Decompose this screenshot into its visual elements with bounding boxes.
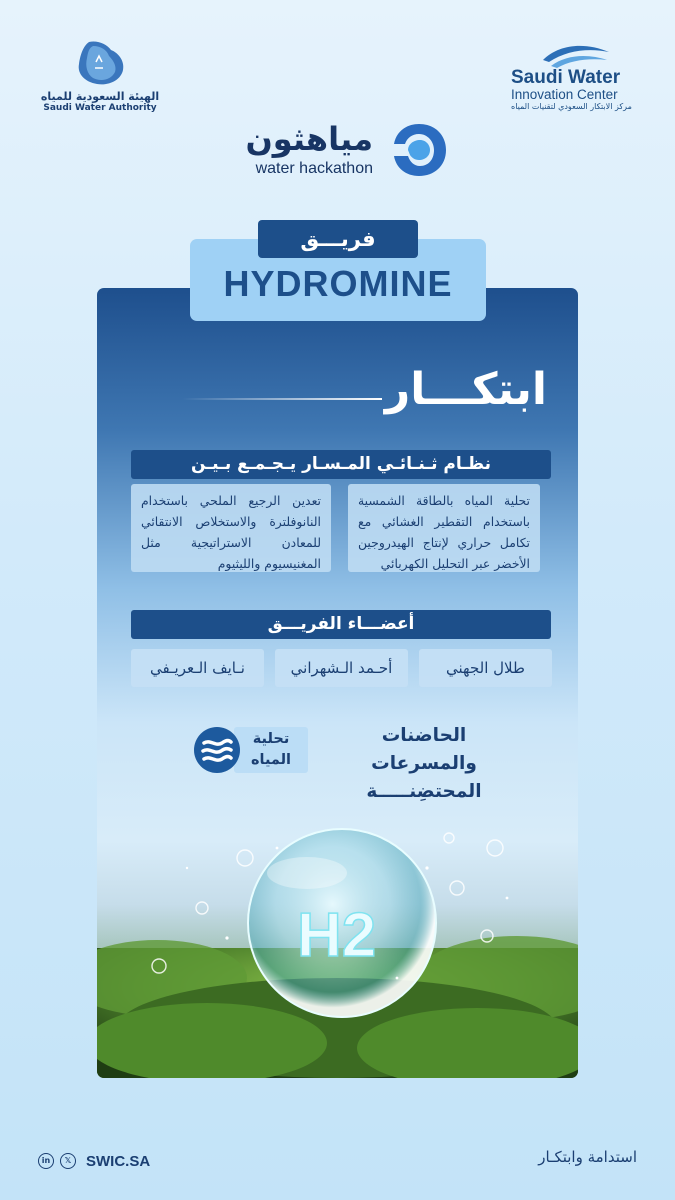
description-left: تعدين الرجيع الملحي باستخدام النانوفلترة والاستخلاص الانتقائي للمعادن الاستراتيجية مثل المغنيسيوم والليثيوم	[131, 484, 331, 572]
incubators-heading	[329, 722, 519, 806]
track-label-line1: تحلية	[252, 731, 290, 747]
team-name-box: HYDROMINE	[190, 239, 486, 321]
swic-arabic-name: مركز الابتكار السعودي لتقنيات المياه	[511, 102, 632, 111]
innovation-title: ابتكـــار	[384, 364, 547, 415]
member-1: طلال الجهني	[419, 649, 552, 687]
track-label-line2: المياه	[250, 752, 292, 768]
member-3: نـايف الـعريـفي	[131, 649, 264, 687]
saudi-water-authority-logo	[40, 38, 160, 113]
description-right: تحلية المياه بالطاقة الشمسية باستخدام التقطير الغشائي مع تكامل حراري لإنتاج الهيدروجين الأخضر عبر التحليل الكهربائي	[348, 484, 540, 572]
swa-english-name: Saudi Water Authority	[43, 103, 157, 113]
swic-logo	[511, 40, 639, 111]
water-waves-icon	[194, 727, 240, 773]
water-hackathon-logo	[228, 118, 450, 184]
swic-wave-icon	[511, 40, 639, 68]
member-2: أحـمد الـشهراني	[275, 649, 408, 687]
incubators-line2: المحتضِنـــــة	[366, 781, 482, 802]
swic-name-line2: Innovation Center	[511, 87, 618, 102]
swa-emblem-icon	[71, 38, 129, 88]
incubators-line1: الحاضنات والمسرعات	[371, 725, 477, 774]
x-icon[interactable]: 𝕏	[60, 1153, 76, 1169]
track-label	[234, 727, 308, 773]
footer-slogan: استدامة وابتكـار	[538, 1148, 637, 1166]
hackathon-english: water hackathon	[255, 160, 373, 177]
swa-arabic-name: الهيئة السعودية للمياه	[40, 90, 160, 103]
system-bar: نظـام ثـنـائـي المـسـار يـجـمـع بـيـن	[131, 450, 551, 479]
title-divider	[182, 398, 382, 400]
hackathon-swirl-icon	[388, 120, 450, 180]
linkedin-icon[interactable]: in	[38, 1153, 54, 1169]
team-label: فريـــق	[258, 220, 418, 258]
track-badge	[194, 727, 312, 773]
hackathon-arabic: مياهثون	[245, 120, 373, 158]
footer-social	[38, 1151, 150, 1171]
hydrogen-bubble-scene	[97, 828, 578, 1078]
h2-text: H2	[297, 901, 377, 970]
members-bar: أعضـــاء الفريـــق	[131, 610, 551, 639]
swic-name-line1: Saudi Water	[511, 67, 621, 88]
website-link[interactable]: SWIC.SA	[86, 1152, 151, 1170]
